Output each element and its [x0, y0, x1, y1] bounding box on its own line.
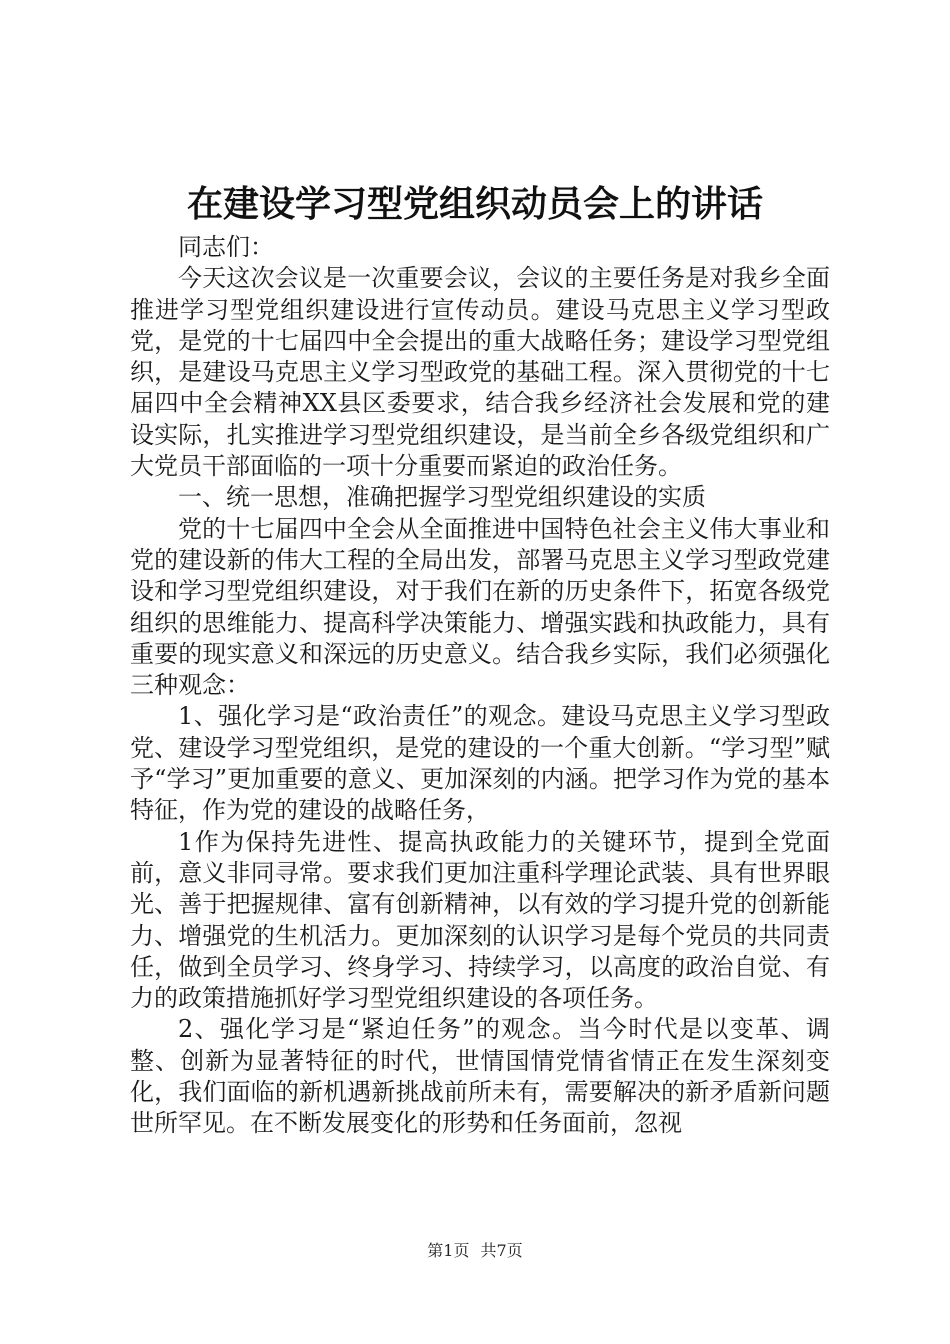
- salutation-paragraph: 同志们：: [178, 233, 274, 261]
- body-paragraph: 党的十七届四中全会从全面推进中国特色社会主义伟大事业和党的建设新的伟大工程的全局出发，部署马克思主义学习型政党建设和学习型党组织建设，对于我们在新的历史条件下，拓宽各级党组织的思维能力、提高科学决策能力、增强实践和执政能力，具有重要的现实意义和深远的历史意义。结合我乡实际，我们必须强化三种观念：: [130, 514, 830, 700]
- body-paragraph: 1、强化学习是“政治责任”的观念。建设马克思主义学习型政党、建设学习型党组织，是党的建设的一个重大创新。“学习型”赋予“学习”更加重要的意义、更加深刻的内涵。把学习作为党的基本特征，作为党的建设的战略任务，: [130, 702, 830, 825]
- body-paragraph: 今天这次会议是一次重要会议，会议的主要任务是对我乡全面推进学习型党组织建设进行宣传动员。建设马克思主义学习型政党，是党的十七届四中全会提出的重大战略任务；建设学习型党组织，是建设马克思主义学习型政党的基础工程。深入贯彻党的十七届四中全会精神XX县区委要求，结合我乡经济社会发展和党的建设实际，扎实推进学习型党组织建设，是当前全乡各级党组织和广大党员干部面临的一项十分重要而紧迫的政治任务。: [130, 264, 830, 481]
- document-body: [130, 232, 830, 1140]
- page-number: 第1页: [427, 1241, 470, 1260]
- page-footer: [0, 1241, 950, 1261]
- document-title: 在建设学习型党组织动员会上的讲话: [186, 183, 763, 225]
- page-total: 共7页: [480, 1241, 523, 1260]
- body-paragraph: 2、强化学习是“紧迫任务”的观念。当今时代是以变革、调整、创新为显著特征的时代，世情国情党情省情正在发生深刻变化，我们面临的新机遇新挑战前所未有，需要解决的新矛盾新问题世所罕见。在不断发展变化的形势和任务面前，忽视: [130, 1015, 830, 1138]
- section-heading: 一、统一思想，准确把握学习型党组织建设的实质: [178, 483, 706, 512]
- body-paragraph: 1作为保持先进性、提高执政能力的关键环节，提到全党面前，意义非同寻常。要求我们更加注重科学理论武装、具有世界眼光、善于把握规律、富有创新精神，以有效的学习提升党的创新能力、增强党的生机活力。更加深刻的认识学习是每个党员的共同责任，做到全员学习、终身学习、持续学习，以高度的政治自觉、有力的政策措施抓好学习型党组织建设的各项任务。: [130, 827, 830, 1013]
